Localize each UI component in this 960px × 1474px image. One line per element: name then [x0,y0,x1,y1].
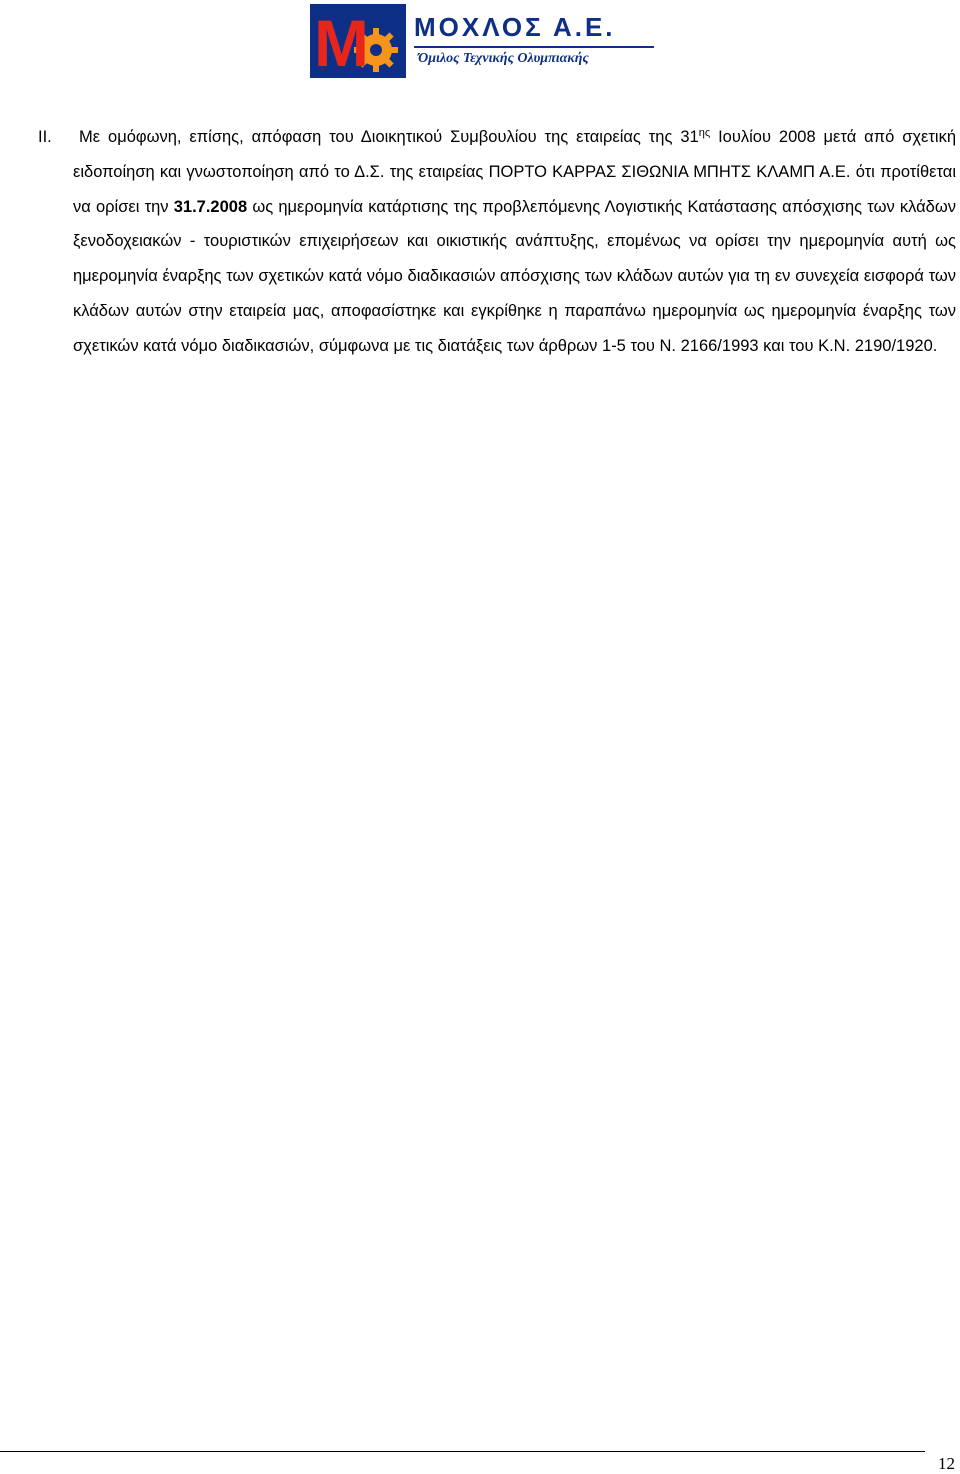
footer-divider [0,1451,925,1452]
bold-date: 31.7.2008 [173,197,248,216]
resolution-paragraph [73,120,956,364]
paragraph-text-1: Με ομόφωνη, επίσης, απόφαση του Διοικητικού Συμβουλίου της εταιρείας της 31 [79,128,699,146]
paragraph-text-2: Ιουλίου 2008 μετά από σχετική ειδοποίηση και γνωστοποίηση από το Δ.Σ. της εταιρείας ΠΟΡΤΟ ΚΑΡΡΑΣ ΣΙΘΩΝΙΑ ΜΠΗΤΣ ΚΛΑΜΠ Α.Ε. ότι προτίθεται να ορίσει την [73,128,956,216]
item-number: ΙΙ. [38,128,52,146]
logo-letter: M [314,6,369,78]
logo-mark [310,4,406,78]
page-number: 12 [938,1454,955,1473]
logo-divider [414,46,654,48]
ordinal-suffix: ης [698,127,711,139]
company-logo [310,4,660,78]
logo-text [414,10,662,74]
company-name: ΜΟΧΛΟΣ Α.Ε. [414,12,616,42]
paragraph-text-3: ως ημερομηνία κατάρτισης της προβλεπόμενης Λογιστικής Κατάστασης απόσχισης των κλάδων ξενοδοχειακών - τουριστικών επιχειρήσεων και οικιστικής ανάπτυξης, επομένως να ορίσει την ημερομηνία αυτή ως ημερομηνία έναρξης των σχετικών κατά νόμο διαδικασιών απόσχισης των κλάδων αυτών για τη εν συνεχεία εισφορά των κλάδων αυτών στην εταιρεία μας, αποφασίστηκε και εγκρίθηκε η παραπάνω ημερομηνία ως ημερομηνία έναρξης των σχετικών κατά νόμο διαδικασιών, σύμφωνα με τις διατάξεις των άρθρων 1-5 του Ν. 2166/1993 και του Κ.Ν. 2190/1920. [73,197,956,355]
logo-gear-icon [310,4,406,78]
document-body [38,120,956,364]
company-tagline: Όμιλος Τεχνικής Ολυμπιακής [418,51,589,66]
